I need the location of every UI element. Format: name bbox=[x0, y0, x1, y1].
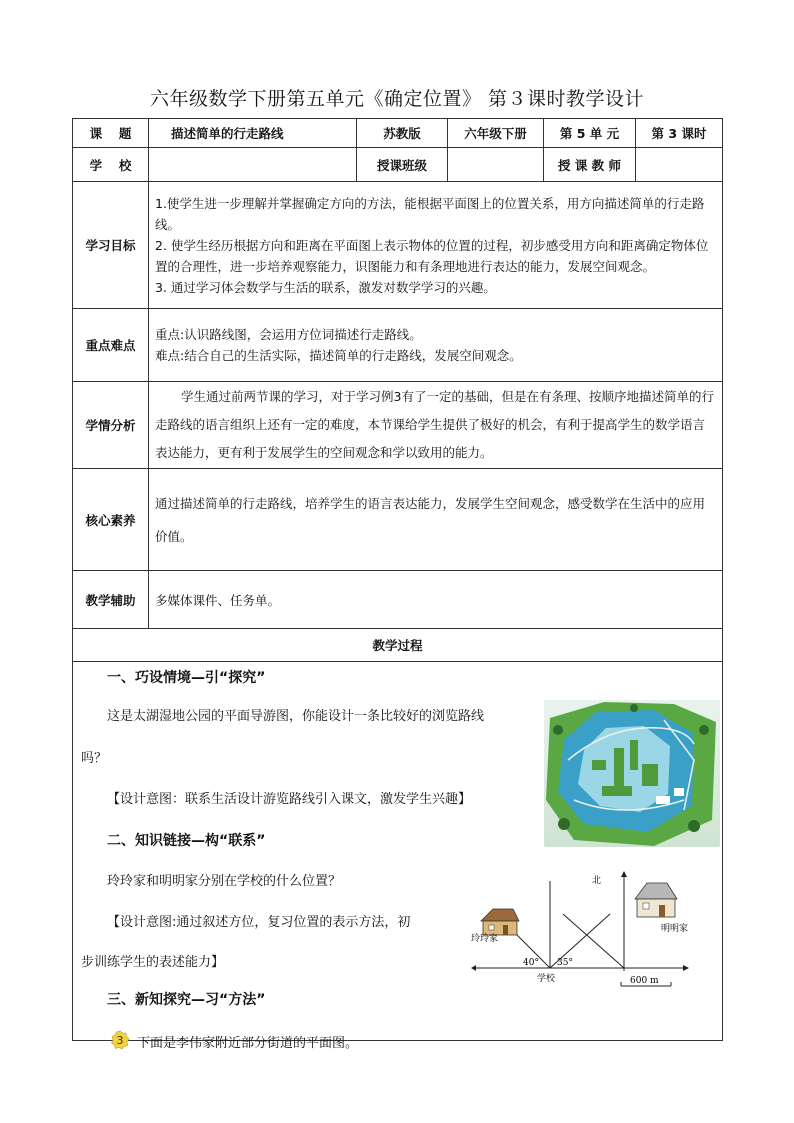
teacher-label: 授 课 教 师 bbox=[544, 148, 636, 182]
unit: 第 5 单 元 bbox=[544, 119, 636, 148]
lesson-number: 第 3 课时 bbox=[636, 119, 723, 148]
north-label: 北 bbox=[592, 876, 602, 886]
key-points-label: 重点难点 bbox=[73, 309, 149, 382]
school-label-fig: 学校 bbox=[537, 974, 556, 984]
right-house-icon bbox=[635, 883, 677, 917]
row-core bbox=[73, 469, 723, 571]
class-value bbox=[448, 148, 544, 182]
row-analysis bbox=[73, 382, 723, 469]
right-house-label: 明明家 bbox=[661, 924, 689, 934]
process-label: 教学过程 bbox=[73, 629, 723, 662]
direction-diagram bbox=[471, 869, 691, 989]
topic-value: 描述简单的行走路线 bbox=[149, 119, 357, 148]
angle-left: 40° bbox=[523, 958, 539, 968]
objectives-content bbox=[149, 182, 723, 309]
row-school bbox=[73, 148, 723, 182]
row-key-points bbox=[73, 309, 723, 382]
row-process bbox=[73, 662, 723, 1041]
section2-question: 玲玲家和明明家分别在学校的什么位置？ bbox=[107, 874, 342, 889]
scale-label: 600 m bbox=[630, 976, 659, 986]
lesson-plan-table bbox=[72, 118, 723, 1051]
class-label: 授课班级 bbox=[357, 148, 448, 182]
section3-text: 下面是李伟家附近部分街道的平面图。 bbox=[137, 1036, 359, 1051]
school-label: 学 校 bbox=[73, 148, 149, 182]
example-number: 3 bbox=[116, 1034, 124, 1047]
school-value bbox=[149, 148, 357, 182]
left-house-icon bbox=[481, 909, 519, 935]
teacher-value bbox=[636, 148, 723, 182]
row-process-header bbox=[73, 629, 723, 662]
section1-heading: 一、巧设情境—引“探究” bbox=[107, 670, 266, 686]
example-badge-icon bbox=[110, 1030, 130, 1050]
row-aids bbox=[73, 571, 723, 629]
analysis-label: 学情分析 bbox=[73, 382, 149, 469]
objective-item: 3. 通过学习体会数学与生活的联系，激发对数学学习的兴趣。 bbox=[155, 279, 496, 295]
section2-intent-cont: 步训练学生的表述能力】 bbox=[81, 955, 225, 970]
section2-heading: 二、知识链接—构“联系” bbox=[107, 833, 266, 849]
objective-item: 2. 使学生经历根据方向和距离在平面图上表示物体的位置的过程，初步感受用方向和距离确定物体位置的合理性，进一步培养观察能力，识图能力和有条理地进行表达的能力，发展空间观念。 bbox=[155, 237, 709, 274]
key-point: 重点:认识路线图，会运用方位词描述行走路线。 bbox=[155, 327, 422, 342]
aids-label: 教学辅助 bbox=[73, 571, 149, 629]
publisher: 苏教版 bbox=[357, 119, 448, 148]
row-topic bbox=[73, 119, 723, 148]
aids-text: 多媒体课件、任务单。 bbox=[149, 571, 723, 629]
analysis-text: 学生通过前两节课的学习，对于学习例3有了一定的基础，但是在有条理、按顺序地描述简单的行走路线的语言组织上还有一定的难度，本节课给学生提供了极好的机会，有利于提高学生的数学语言表达能力，更有利于发展学生的空间观念和学以致用的能力。 bbox=[149, 382, 723, 469]
park-map-image bbox=[544, 700, 720, 847]
row-objectives bbox=[73, 182, 723, 309]
section1-intent: 【设计意图：联系生活设计游览路线引入课文，激发学生兴趣】 bbox=[107, 792, 472, 807]
left-house-label: 玲玲家 bbox=[471, 934, 499, 944]
section1-text-cont: 吗？ bbox=[81, 751, 108, 766]
grade: 六年级下册 bbox=[448, 119, 544, 148]
process-content bbox=[73, 662, 723, 1051]
topic-label: 课 题 bbox=[73, 119, 149, 148]
core-text: 通过描述简单的行走路线，培养学生的语言表达能力，发展学生空间观念，感受数学在生活中的应用价值。 bbox=[149, 469, 723, 571]
section2-intent: 【设计意图:通过叙述方位，复习位置的表示方法，初 bbox=[107, 915, 411, 930]
section1-text: 这是太湖湿地公园的平面导游图，你能设计一条比较好的浏览路线 bbox=[107, 709, 485, 724]
section3-heading: 三、新知探究—习“方法” bbox=[107, 992, 266, 1008]
page-title: 六年级数学下册第五单元《确定位置》 第３课时教学设计 bbox=[149, 88, 645, 110]
key-points-content bbox=[149, 309, 723, 382]
difficult-point: 难点:结合自己的生活实际，描述简单的行走路线，发展空间观念。 bbox=[155, 348, 522, 363]
objective-item: 1.使学生进一步理解并掌握确定方向的方法，能根据平面图上的位置关系，用方向描述简单的行走路线。 bbox=[155, 195, 705, 232]
angle-right: 35° bbox=[557, 958, 573, 968]
objectives-label: 学习目标 bbox=[73, 182, 149, 309]
core-label: 核心素养 bbox=[73, 469, 149, 571]
